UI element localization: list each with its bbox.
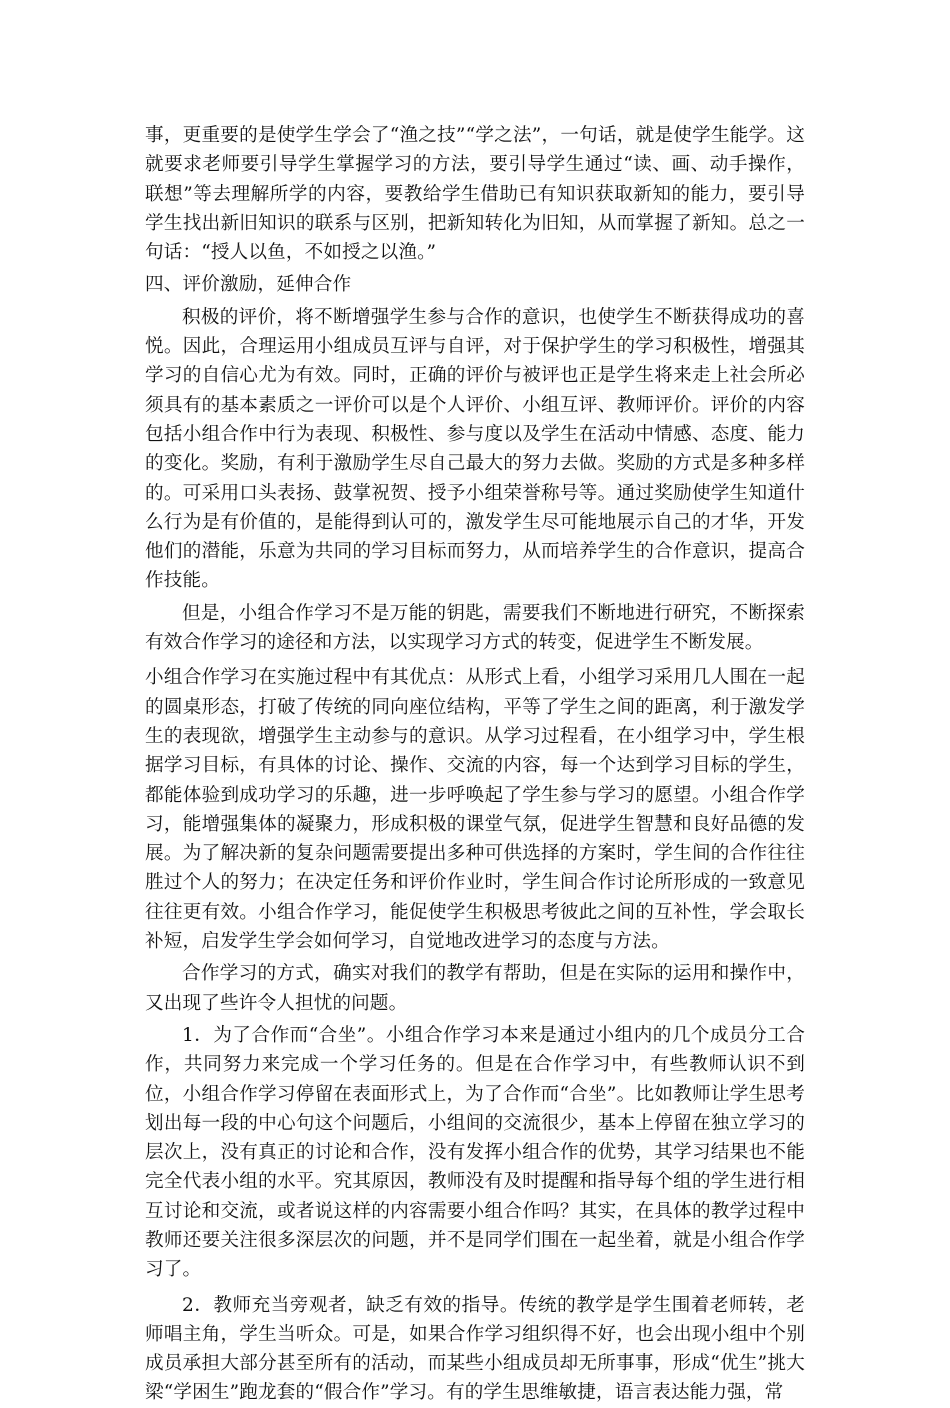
- document-body: [145, 121, 805, 1408]
- section-heading: 四、评价激励，延伸合作: [145, 274, 352, 296]
- paragraph-concerns: 合作学习的方式，确实对我们的教学有帮助，但是在实际的运用和操作中，又出现了些许令人担忧的问题。: [145, 963, 805, 1014]
- paragraph-continuation: 事，更重要的是使学生学会了“渔之技”“学之法”，一句话，就是使学生能学。这就要求老师要引导学生掌握学习的方法，要引导学生通过“读、画、动手操作，联想”等去理解所学的内容，要教给学生借助已有知识获取新知的能力，要引导学生找出新旧知识的联系与区别，把新知转化为旧知，从而掌握了新知。总之一句话：“授人以鱼，不如授之以渔。”: [145, 125, 805, 264]
- paragraph-however: 但是，小组合作学习不是万能的钥匙，需要我们不断地进行研究，不断探索有效合作学习的途径和方法，以实现学习方式的转变，促进学生不断发展。: [145, 602, 805, 654]
- paragraph-point-1: 1．为了合作而“合坐”。小组合作学习本来是通过小组内的几个成员分工合作，共同努力来完成一个学习任务的。但是在合作学习中，有些教师认识不到位，小组合作学习停留在表面形式上，为了合作而“合坐”。比如教师让学生思考划出每一段的中心句这个问题后，小组间的交流很少，基本上停留在独立学习的层次上，没有真正的讨论和合作，没有发挥小组合作的优势，其学习结果也不能完全代表小组的水平。究其原因，教师没有及时提醒和指导每个组的学生进行相互讨论和交流，或者说这样的内容需要小组合作吗？其实，在具体的教学过程中教师还要关注很多深层次的问题，并不是同学们围在一起坐着，就是小组合作学习了。: [145, 1024, 805, 1281]
- paragraph-point-2: 2．教师充当旁观者，缺乏有效的指导。传统的教学是学生围着老师转，老师唱主角，学生当听众。可是，如果合作学习组织得不好，也会出现小组中个别成员承担大部分甚至所有的活动，而某些小组成员却无所事事，形成“优生”挑大梁“学困生”跑龙套的“假合作”学习。有的学生思维敏捷，语言表达能力强，常: [145, 1294, 805, 1404]
- paragraph-advantages: 小组合作学习在实施过程中有其优点：从形式上看，小组学习采用几人围在一起的圆桌形态，打破了传统的同向座位结构，平等了学生之间的距离，利于激发学生的表现欲，增强学生主动参与的意识。从学习过程看，在小组学习中，学生根据学习目标，有具体的讨论、操作、交流的内容，每一个达到学习目标的学生，都能体验到成功学习的乐趣，进一步呼唤起了学生参与学习的愿望。小组合作学习，能增强集体的凝聚力，形成积极的课堂气氛，促进学生智慧和良好品德的发展。为了解决新的复杂问题需要提出多种可供选择的方案时，学生间的合作往往胜过个人的努力；在决定任务和评价作业时，学生间合作讨论所形成的一致意见往往更有效。小组合作学习，能促使学生积极思考彼此之间的互补性，学会取长补短，启发学生学会如何学习，自觉地改进学习的态度与方法。: [145, 667, 805, 953]
- paragraph-evaluation: 积极的评价，将不断增强学生参与合作的意识，也使学生不断获得成功的喜悦。因此，合理运用小组成员互评与自评，对于保护学生的学习积极性，增强其学习的自信心尤为有效。同时，正确的评价与被评也正是学生将来走上社会所必须具有的基本素质之一评价可以是个人评价、小组互评、教师评价。评价的内容包括小组合作中行为表现、积极性、参与度以及学生在活动中情感、态度、能力的变化。奖励，有利于激励学生尽自己最大的努力去做。奖励的方式是多种多样的。可采用口头表扬、鼓掌祝贺、授予小组荣誉称号等。通过奖励使学生知道什么行为是有价值的，是能得到认可的，激发学生尽可能地展示自己的才华，开发他们的潜能，乐意为共同的学习目标而努力，从而培养学生的合作意识，提高合作技能。: [145, 306, 805, 592]
